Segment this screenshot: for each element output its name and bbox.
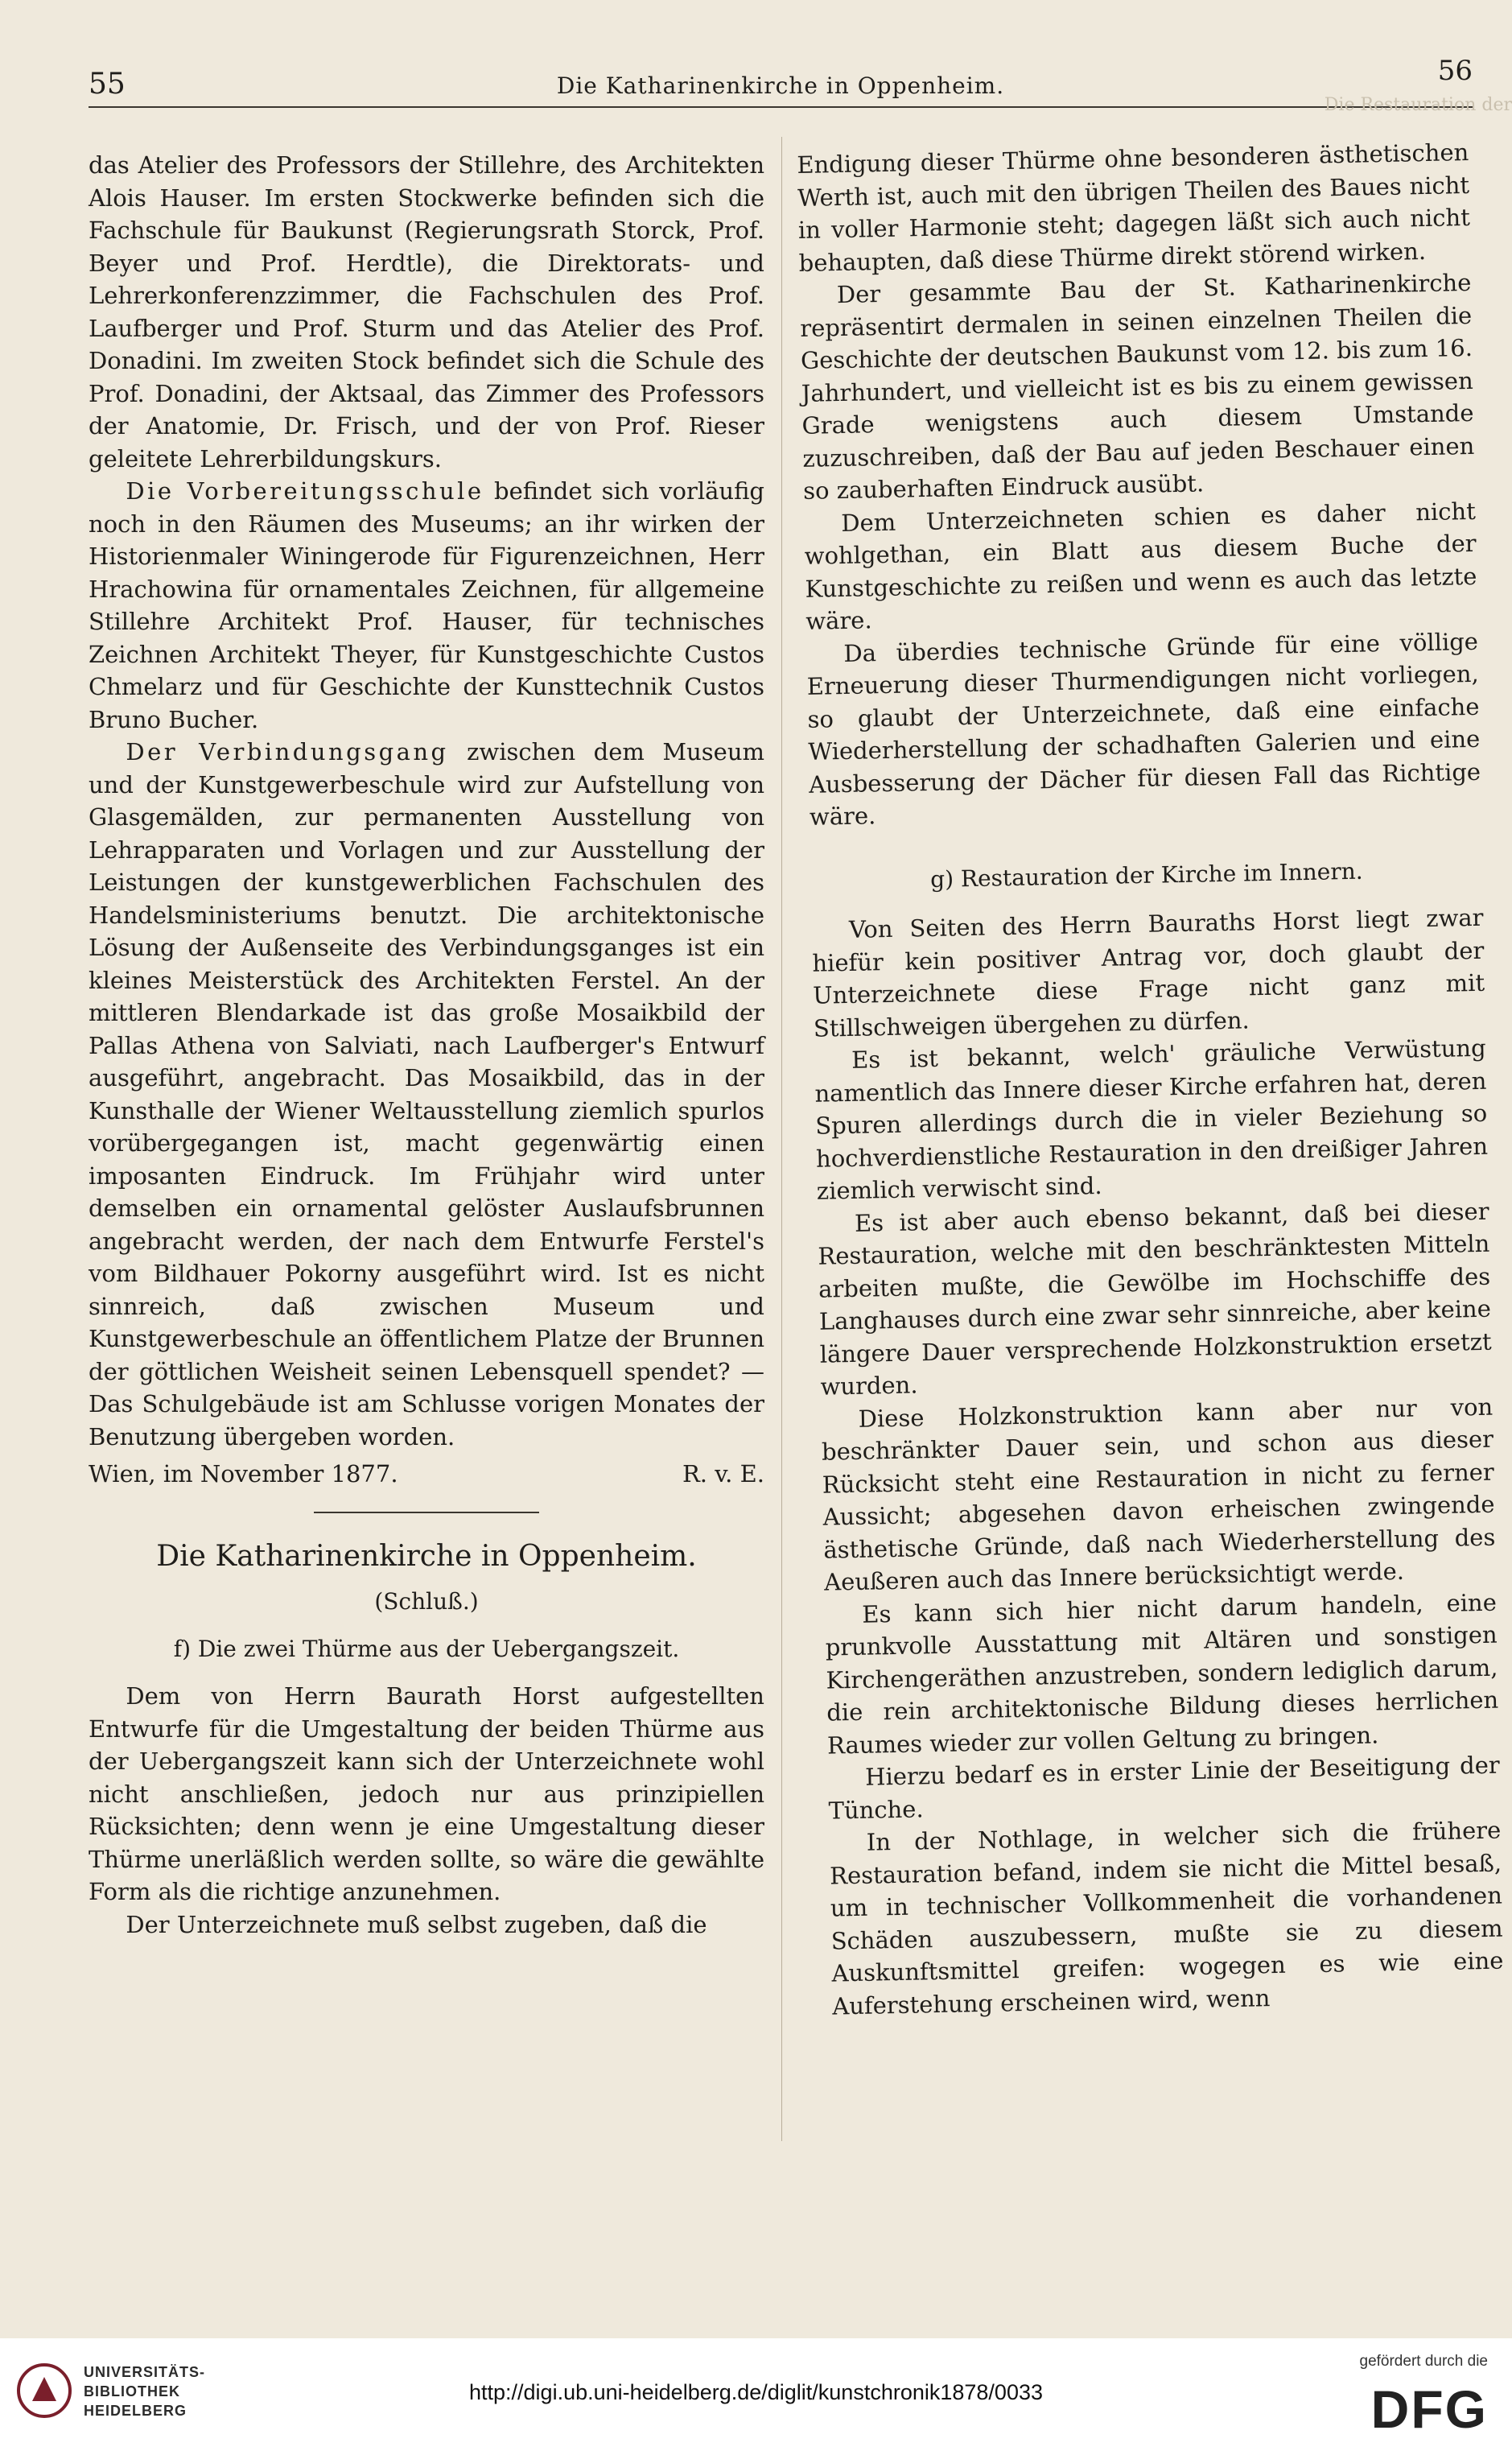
paragraph: Es kann sich hier nicht darum handeln, eine prunkvolle Ausstattung mit Altären und sonstigen Kirchengeräthen anzustreben, sondern lediglich darum, die rein architektonische Bildung dieses herrlichen Raumes wieder zur vollen Geltung zu bringen. [825, 1588, 1499, 1760]
paragraph: Dem von Herrn Baurath Horst aufgestellten Entwurfe für die Umgestaltung der beiden Thürme aus der Uebergangszeit kann sich der Unterzeichnete wohl nicht anschließen, jedoch nur aus prinzipiellen Rücksichten; denn wenn je eine Umgestaltung dieser Thürme unerläßlich werden sollte, so wäre die gewählte Form als die richtige anzunehmen. [89, 1682, 764, 1905]
bleed-through-text: Die Restauration der [1324, 95, 1512, 115]
permalink-url[interactable]: http://digi.ub.uni-heidelberg.de/diglit/kunstchronik1878/0033 [469, 2380, 1043, 2404]
column-divider [781, 137, 782, 2141]
paragraph: Hierzu bedarf es in erster Linie der Beseitigung der Tünche. [828, 1751, 1501, 1825]
paragraph: Dem Unterzeichneten schien es daher nicht wohlgethan, ein Blatt aus diesem Buche der Kunstgeschichte zu reißen und wenn es auch das letzte wäre. [804, 497, 1477, 635]
paragraph: Der Unterzeichnete muß selbst zugeben, daß die [126, 1910, 707, 1938]
paragraph-text: zwischen dem Museum und der Kunstgewerbeschule wird zur Aufstellung von Glasgemälden, zur permanenten Ausstellung von Lehrapparaten und Vorlagen und zur Ausstellung der Leistungen der kunstgewerblichen Fachschulen des Handelsministeriums benutzt. Die architektonische Lösung der Außenseite des Verbindungsganges ist ein kleines Meisterstück des Architekten Ferstel. An der mittleren Blendarkade ist das große Mosaikbild der Pallas Athena von Salviati, nach Laufberger's Entwurf ausgeführt, angebracht. Das Mosaikbild, das in der Kunsthalle der Wiener Weltausstellung ziemlich spurlos vorübergegangen ist, macht gegenwärtig einen imposanten Eindruck. Im Frühjahr wird unter demselben ein ornamental gelöster Auslaufsbrunnen angebracht werden, der nach dem Entwurfe Ferstel's vom Bildhauer Pokorny ausgeführt wird. Ist es nicht sinnreich, daß zwischen Museum und Kunstgewerbeschule an öffentlichem Platze der Brunnen der göttlichen Weisheit seinen Lebensquell spendet? — Das Schulgebäude ist am Schlusse vorigen Monates der Benutzung übergeben worden. [89, 738, 764, 1450]
paragraph: Von Seiten des Herrn Bauraths Horst liegt zwar hiefür kein positiver Antrag vor, doch glaubt der Unterzeichnete diese Frage nicht ganz mit Stillschweigen übergehen zu dürfen. [812, 903, 1485, 1042]
spaced-term: Die Vorbereitungsschule [126, 477, 484, 505]
signature-author: R. v. E. [682, 1460, 764, 1488]
dfg-logo: DFG [1370, 2379, 1488, 2439]
paragraph: Es ist aber auch ebenso bekannt, daß bei dieser Restauration, welche mit den beschränktesten Mitteln arbeiten mußte, die Gewölbe im Hochschiffe des Langhauses durch eine zwar sehr sinnreiche, aber keine längere Dauer versprechende Holzkonstruktion ersetzt wurden. [818, 1197, 1492, 1401]
paragraph: Der gesammte Bau der St. Katharinenkirche repräsentirt dermalen in seinen einzelnen Theilen die Geschichte der deutschen Baukunst vom 12. bis zum 16. Jahrhundert, und vielleicht ist es bis zu einem gewissen Grade wenigstens auch diesem Umstande zuzuschreiben, daß der Bau auf jeden Beschauer einen so zauberhaften Eindruck ausübt. [799, 268, 1475, 505]
article-divider [314, 1512, 539, 1513]
paragraph-text: befindet sich vorläufig noch in den Räumen des Museums; an ihr wirken der Historienmaler Winingerode für Figurenzeichnen, Herr Hrachowina für ornamentales Zeichnen, für allgemeine Stillehre Architekt Prof. Hauser, für technisches Zeichnen Architekt Theyer, für Kunstgeschichte Custos Chmelarz und für Geschichte der Kunsttechnik Custos Bruno Bucher. [89, 477, 764, 733]
library-name-line: BIBLIOTHEK [84, 2383, 180, 2399]
running-title: Die Katharinenkirche in Oppenheim. [556, 72, 1005, 99]
library-name-line: HEIDELBERG [84, 2403, 187, 2419]
page-number-left: 55 [89, 68, 126, 101]
funded-by-label: gefördert durch die [1359, 2353, 1488, 2370]
paragraph [89, 736, 764, 1453]
page-header [89, 50, 1473, 108]
signature-line [89, 1458, 764, 1491]
spaced-term: Der Verbindungsgang [126, 738, 449, 765]
paragraph [89, 475, 764, 736]
paragraph: Endigung dieser Thürme ohne besonderen ästhetischen Werth ist, auch mit den übrigen Theilen des Baues nicht in voller Harmonie steht; dagegen läßt sich auch nicht behaupten, daß diese Thürme direkt störend wirken. [797, 138, 1471, 277]
article-subtitle: (Schluß.) [374, 1588, 479, 1615]
paragraph: Es ist bekannt, welch' gräuliche Verwüstung namentlich das Innere dieser Kirche erfahren hat, deren Spuren allerdings durch die in vieler Beziehung so hochverdienstliche Restauration in den dreißiger Jahren ziemlich verwischt sind. [814, 1034, 1489, 1205]
viewer-footer [0, 2338, 1512, 2451]
signature-place: Wien, im November 1877. [89, 1460, 398, 1488]
paragraph: Diese Holzkonstruktion kann aber nur von beschränkter Dauer sein, und schon aus dieser Rücksicht steht eine Restauration in nicht zu ferner Aussicht; abgesehen davon erheischen zwingende ästhetische Gründe, daß nach Wiederherstellung des Aeußeren auch das Innere berücksichtigt werde. [821, 1393, 1496, 1596]
paragraph: Da überdies technische Gründe für eine völlige Erneuerung dieser Thurmendigungen nicht vorliegen, so glaubt der Unterzeichnete, daß eine einfache Wiederherstellung der schadhaften Galerien und eine Ausbesserung der Dächer für diesen Fall das Richtige wäre. [806, 627, 1481, 831]
section-heading: g) Restauration der Kirche im Innern. [929, 857, 1363, 893]
section-heading: f) Die zwei Thürme aus der Uebergangszeit. [173, 1635, 680, 1662]
paragraph: das Atelier des Professors der Stillehre, des Architekten Alois Hauser. Im ersten Stockwerke befinden sich die Fachschule für Baukunst (Regierungsrath Storck, Prof. Beyer und Prof. Herdtle), die Direktorats- und Lehrerkonferenzzimmer, die Fachschulen des Prof. Laufberger und Prof. Sturm und das Atelier des Prof. Donadini. Im zweiten Stock befindet sich die Schule des Prof. Donadini, der Aktsaal, das Zimmer des Professors der Anatomie, Dr. Frisch, und der von Prof. Rieser geleitete Lehrerbildungskurs. [89, 151, 764, 472]
paragraph: In der Nothlage, in welcher sich die frühere Restauration befand, indem sie nicht die Mittel besaß, um in technischer Vollkommenheit die vorhandenen Schäden auszubessern, mußte sie zu diesem Auskunftsmittel greifen: wogegen es wie eine Auferstehung erscheinen wird, wenn [829, 1816, 1504, 2020]
left-column [89, 149, 764, 1941]
right-column [797, 136, 1505, 2023]
library-name-line: UNIVERSITÄTS- [84, 2364, 206, 2380]
article-title: Die Katharinenkirche in Oppenheim. [156, 1539, 697, 1573]
page-number-right: 56 [1437, 55, 1473, 87]
